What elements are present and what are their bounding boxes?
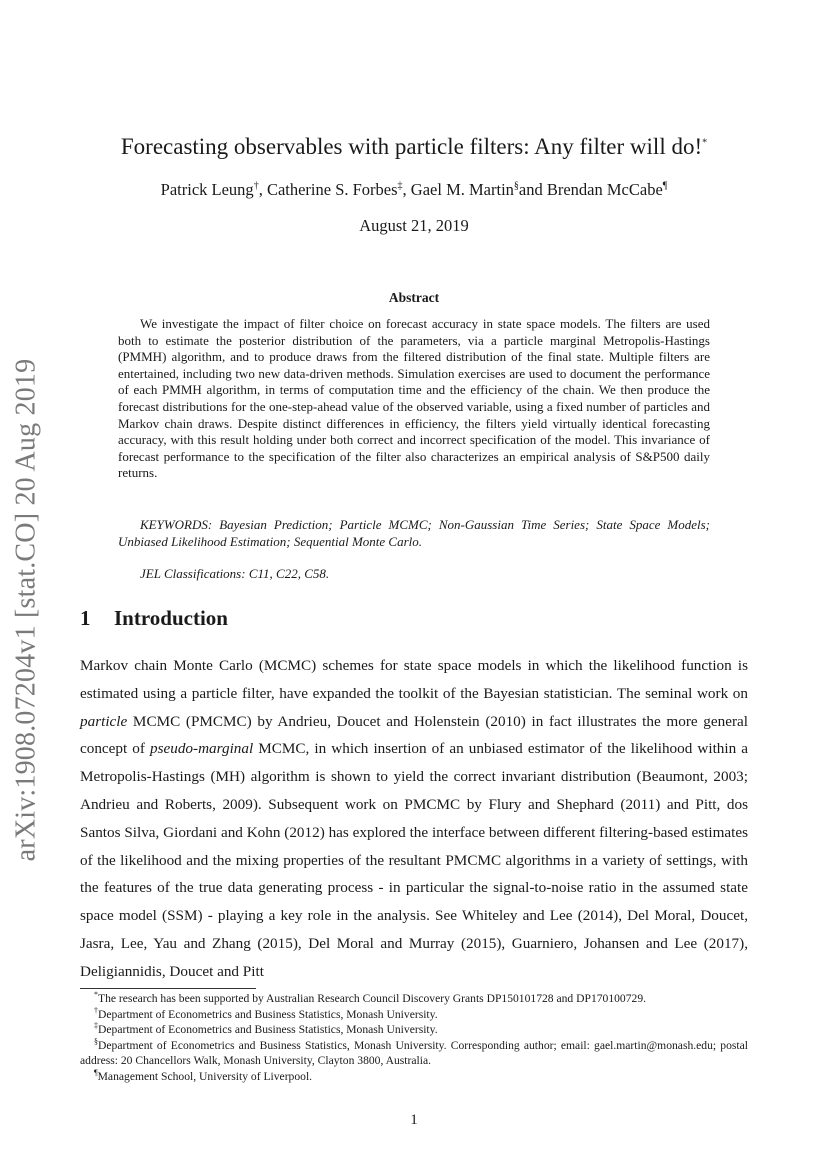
author-separator: , [258,180,267,199]
intro-text: MCMC (PMCMC) by Andrieu, Doucet and Holenstein (2010) in fact illustrates the more general concept of [80,712,748,758]
author-name: Catherine S. Forbes [266,180,398,199]
paper-title-text: Forecasting observables with particle filters: Any filter will do! [120,134,703,159]
arxiv-identifier [2,360,50,860]
footnote-text: Department of Econometrics and Business Statistics, Monash University. [98,1007,438,1021]
author-name: Gael M. Martin [410,180,514,199]
section-title: Introduction [114,606,228,630]
intro-emphasis: particle [80,712,128,730]
intro-emphasis: pseudo-marginal [150,740,254,758]
footnote [80,991,748,1007]
footnote [80,1069,748,1085]
footnote-text: Department of Econometrics and Business Statistics, Monash University. Corresponding author; email: gael.martin@monash.edu; postal address: 20 Chancellors Walk, Monash University, Clayton 3800, Australia. [80,1038,748,1068]
footnote-text: Department of Econometrics and Business Statistics, Monash University. [98,1023,438,1037]
footnote [80,1007,748,1023]
footnote [80,1038,748,1069]
author-footnote-mark: ‡ [397,180,403,192]
arxiv-identifier-text: arXiv:1908.07204v1 [stat.CO] 20 Aug 2019 [10,358,42,862]
footnote-mark: ¶ [94,1068,98,1078]
author [161,180,267,199]
section-number: 1 [80,606,91,630]
footnote-text: Management School, University of Liverpool. [97,1069,313,1083]
abstract-heading: Abstract [388,290,440,305]
jel-classifications: JEL Classifications: C11, C22, C58. [140,566,330,581]
author-separator: , [402,180,411,199]
author [411,180,547,199]
author [547,180,667,199]
author-footnote-mark: ¶ [662,180,668,192]
abstract-text: We investigate the impact of filter choice on forecast accuracy in state space models. The filters are used both to estimate the posterior distribution of the parameters, via a particle marginal Metropolis-Hastings (PMMH) algorithm, and to produce draws from the filtered distribution of the final state. Multiple filters are entertained, including two new data-driven methods. Simulation exercises are used to document the performance of each PMMH algorithm, in terms of computation time and the efficiency of the chain. We then produce the forecast distributions for the one-step-ahead value of the observed variable, using a fixed number of particles and Markov chain draws. Despite distinct differences in efficiency, the filters yield virtually identical forecasting accuracy, with this result holding under both correct and incorrect specification of the model. This invariance of forecast performance to the specification of the filter also characterizes an empirical analysis of S&P500 daily returns. [118,316,710,481]
intro-text: Markov chain Monte Carlo (MCMC) schemes for state space models in which the likelihood function is estimated using a particle filter, have expanded the toolkit of the Bayesian statistician. The seminal work on [80,657,748,702]
paper-date: August 21, 2019 [359,216,469,235]
footnote [80,1022,748,1038]
introduction-paragraph [80,652,748,986]
footnotes [80,991,748,1085]
footnote-mark: § [94,1036,98,1046]
author [267,180,411,199]
keywords: KEYWORDS: Bayesian Prediction; Particle MCMC; Non-Gaussian Time Series; State Space Models; Unbiased Likelihood Estimation; Sequential Monte Carlo. [118,517,710,549]
footnote-divider [80,988,256,989]
footnote-text: The research has been supported by Australian Research Council Discovery Grants DP150101728 and DP170100729. [98,992,647,1005]
footnote-mark: * [94,990,98,1000]
footnote-mark: † [94,1005,98,1015]
section-heading [80,606,228,631]
intro-text: MCMC, in which insertion of an unbiased estimator of the likelihood within a Metropolis-Hastings (MH) algorithm is shown to yield the correct invariant distribution (Beaumont, 2003; Andrieu and Roberts, 2009). Subsequent work on PMCMC by Flury and Shephard (2011) and Pitt, dos Santos Silva, Giordani and Kohn (2012) has explored the interface between different filtering-based estimates of the likelihood and the mixing properties of the resultant PMCMC algorithms in a variety of settings, with the features of the true data generating process - in particular the signal-to-noise ratio in the assumed state space model (SSM) - playing a key role in the analysis. See Whiteley and Lee (2014), Del Moral, Doucet, Jasra, Lee, Yau and Zhang (2015), Del Moral and Murray (2015), Guarniero, Johansen and Lee (2017), Deligiannidis, Doucet and Pitt [80,740,748,980]
author-footnote-mark: § [513,180,519,192]
author-name: Patrick Leung [160,180,254,199]
author-separator: and [518,180,547,199]
author-list [80,180,748,200]
page-number: 1 [410,1112,418,1128]
author-footnote-mark: † [253,180,259,192]
paper-title [80,134,748,160]
author-name: Brendan McCabe [546,180,663,199]
title-footnote-mark: * [702,137,708,149]
footnote-mark: ‡ [94,1021,98,1031]
